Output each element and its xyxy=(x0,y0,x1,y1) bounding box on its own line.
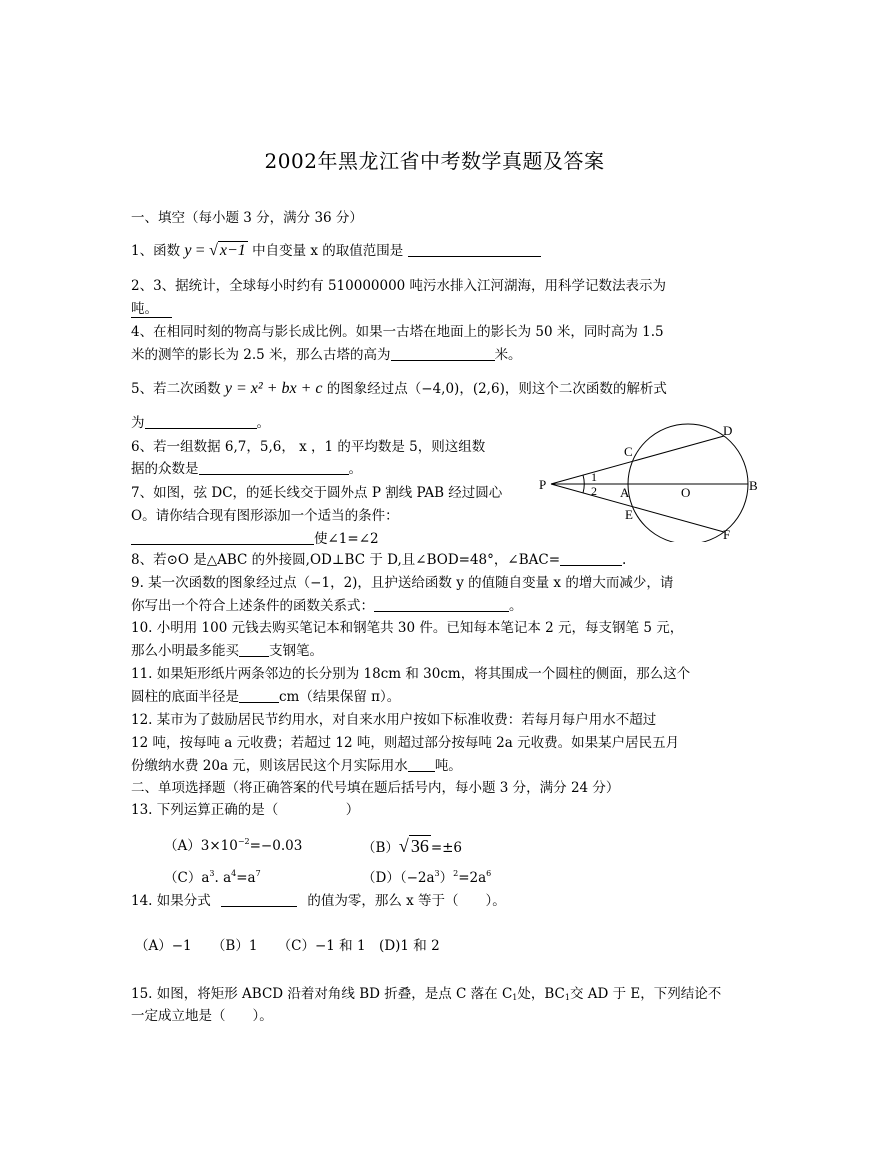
q13-d-eq: =2a xyxy=(458,870,487,886)
q1-suffix: 中自变量 x 的取值范围是 xyxy=(252,243,404,259)
q14-pre: 14. 如果分式 xyxy=(131,893,211,909)
q13-d-exp1: 3 xyxy=(434,869,440,878)
q1-equals: = xyxy=(195,242,205,259)
q7-post: 使∠1=∠2 xyxy=(314,531,379,547)
q2-unit: 吨。 xyxy=(131,301,172,318)
q5-line2-post: 。 xyxy=(256,415,270,431)
question-1 xyxy=(131,241,541,261)
secant-pcd xyxy=(551,436,724,484)
q15-text-a: 15. 如图，将矩形 ABCD 沿着对角线 BD 折叠，是点 C 落在 C xyxy=(131,986,513,1002)
label-p: P xyxy=(539,477,547,492)
q13-a-exponent: −2 xyxy=(237,837,250,846)
q15-sub-1: 1 xyxy=(512,993,518,1002)
question-12-line-3 xyxy=(131,756,462,776)
question-13-stem: 13. 下列运算正确的是（ ） xyxy=(131,802,360,818)
q13-d-mid: ） xyxy=(439,870,454,886)
section-1-heading: 一、填空（每小题 3 分，满分 36 分） xyxy=(131,210,363,226)
question-4-line-2 xyxy=(131,345,522,365)
q13-b-rest: =±6 xyxy=(430,840,463,856)
question-14 xyxy=(131,891,506,911)
q13-c-label: （C）a xyxy=(164,870,210,886)
q6-pre: 据的众数是 xyxy=(131,461,199,477)
q15-sub-2: 1 xyxy=(564,993,570,1002)
q10-pre: 那么小明最多能买 xyxy=(131,643,239,659)
q5-line2-pre: 为 xyxy=(131,415,145,431)
label-o: O xyxy=(681,485,691,500)
q14-options[interactable]: （A）−1 （B）1 （C）−1 和 1 (D)1 和 2 xyxy=(135,938,440,954)
question-2-line-1: 2、3、据统计，全球每小时约有 510000000 吨污水排入江河湖海，用科学记数法表示为 xyxy=(131,278,667,294)
label-angle-1: 1 xyxy=(591,470,597,484)
q15-text-b: 处，BC xyxy=(517,986,565,1002)
q13-option-a[interactable] xyxy=(164,836,302,856)
q10-post: 支钢笔。 xyxy=(269,643,323,659)
question-4-line-1: 4、在相同时刻的物高与影长成比例。如果一古塔在地面上的影长为 50 米，同时高为 1.5 xyxy=(131,324,664,340)
q1-var-y: y xyxy=(184,242,192,259)
q14-post: 的值为零，那么 x 等于（ ）。 xyxy=(307,893,506,909)
q14-fraction-placeholder xyxy=(221,892,297,907)
circle-o xyxy=(628,424,748,542)
q7-answer-blank[interactable] xyxy=(131,530,314,545)
q8-pre: 8、若⊙O 是△ABC 的外接圆,OD⊥BC 于 D,且∠BOD=48°，∠BAC= xyxy=(131,552,561,568)
circle-secant-figure xyxy=(535,420,770,542)
q9-post: 。 xyxy=(509,598,523,614)
page-title: 2002年黑龙江省中考数学真题及答案 xyxy=(264,149,605,173)
q1-sqrt: √ x−1 xyxy=(209,242,246,259)
q13-c-eq: =a xyxy=(236,870,256,886)
label-a: A xyxy=(620,485,630,500)
q11-pre: 圆柱的底面半径是 xyxy=(131,689,239,705)
q13-option-d[interactable] xyxy=(362,868,491,888)
q12-pre: 份缴纳水费 20a 元，则该居民这个月实际用水 xyxy=(131,758,408,774)
q13-d-label: （D）（−2a xyxy=(362,870,435,886)
question-2-line-2 xyxy=(131,299,172,319)
q8-answer-blank[interactable] xyxy=(560,551,622,566)
q13-c-exp3: 7 xyxy=(255,869,261,878)
secant-pef xyxy=(551,484,724,532)
q4-post: 米。 xyxy=(494,347,522,363)
label-e: E xyxy=(625,507,633,522)
q5-post: 的图象经过点（−4,0)，(2,6)，则这个二次函数的解析式 xyxy=(326,381,667,397)
question-5-line-2 xyxy=(131,413,270,433)
q4-answer-blank[interactable] xyxy=(391,346,495,361)
q13-c-exp2: 4 xyxy=(231,869,237,878)
q12-post: 吨。 xyxy=(434,758,462,774)
q4-pre: 米的测竿的影长为 2.5 米，那么古塔的高为 xyxy=(131,347,391,363)
q1-answer-blank[interactable] xyxy=(408,242,541,257)
question-9-line-2 xyxy=(131,596,523,616)
question-12-line-2: 12 吨，按每吨 a 元收费；若超过 12 吨，则超过部分按每吨 2a 元收费。如果某户居民五月 xyxy=(131,735,680,751)
question-10-line-2 xyxy=(131,641,323,661)
q11-answer-blank[interactable] xyxy=(239,688,279,703)
question-7-line-2: O。请你结合现有图形添加一个适当的条件： xyxy=(131,508,399,524)
question-11-line-2 xyxy=(131,687,400,707)
question-7-line-1: 7、如图，弦 DC，的延长线交于圆外点 P 割线 PAB 经过圆心 xyxy=(131,485,503,501)
q1-radicand: x−1 xyxy=(219,242,246,259)
q13-option-c[interactable] xyxy=(164,868,261,888)
q13-d-exp2: 2 xyxy=(453,869,459,878)
question-7-line-3 xyxy=(131,529,379,549)
q13-b-radicand: 36 xyxy=(410,836,429,856)
q5-formula: y = x² + bx + c xyxy=(224,380,323,397)
label-d: D xyxy=(723,423,733,438)
question-15-line-2: 一定成立地是（ ）。 xyxy=(131,1008,273,1024)
q11-post: cm（结果保留 π）。 xyxy=(279,689,401,705)
label-angle-2: 2 xyxy=(591,484,597,498)
q10-answer-blank[interactable] xyxy=(239,642,269,657)
q12-answer-blank[interactable] xyxy=(408,757,435,772)
label-c: C xyxy=(624,444,633,459)
q13-d-exp3: 6 xyxy=(486,869,492,878)
q5-pre: 5、若二次函数 xyxy=(131,381,221,397)
q6-answer-blank[interactable] xyxy=(199,460,349,475)
q13-b-label: （B） xyxy=(362,840,399,856)
q13-b-sqrt: √ 36 xyxy=(398,836,429,856)
q8-post: . xyxy=(622,552,627,568)
q13-c-exp1: 3 xyxy=(209,869,215,878)
q9-pre: 你写出一个符合上述条件的函数关系式： xyxy=(131,598,374,614)
q5-answer-blank[interactable] xyxy=(145,414,257,429)
q13-c-mid: . a xyxy=(214,870,232,886)
q6-post: 。 xyxy=(348,461,362,477)
label-f: F xyxy=(723,527,731,542)
label-b: B xyxy=(749,478,758,493)
q13-a-rest: =−0.03 xyxy=(249,838,303,854)
question-8 xyxy=(131,550,626,570)
section-2-heading: 二、单项选择题（将正确答案的代号填在题后括号内，每小题 3 分，满分 24 分） xyxy=(131,780,620,796)
question-11-line-1: 11. 如果矩形纸片两条邻边的长分别为 18cm 和 30cm，将其围成一个圆柱的侧面，那么这个 xyxy=(131,666,691,682)
question-5-line-1 xyxy=(131,379,667,399)
q13-option-b[interactable] xyxy=(362,836,462,858)
q1-prefix: 1、函数 xyxy=(131,243,181,259)
question-6-line-1: 6、若一组数据 6,7，5,6， x ，1 的平均数是 5，则这组数 xyxy=(131,439,486,455)
question-9-line-1: 9. 某一次函数的图象经过点（−1，2)，且护送给函数 y 的值随自变量 x 的增大而减少，请 xyxy=(131,575,674,591)
q15-text-c: 交 AD 于 E，下列结论不 xyxy=(569,986,722,1002)
question-12-line-1: 12. 某市为了鼓励居民节约用水，对自来水用户按如下标准收费：若每月每户用水不超过 xyxy=(131,712,657,728)
question-10-line-1: 10. 小明用 100 元钱去购买笔记本和钢笔共 30 件。已知每本笔记本 2 元，每支钢笔 5 元， xyxy=(131,620,684,636)
q9-answer-blank[interactable] xyxy=(374,597,509,612)
question-15-line-1 xyxy=(131,984,721,1004)
q13-a-label: （A）3×10 xyxy=(164,838,238,854)
question-6-line-2 xyxy=(131,459,362,479)
